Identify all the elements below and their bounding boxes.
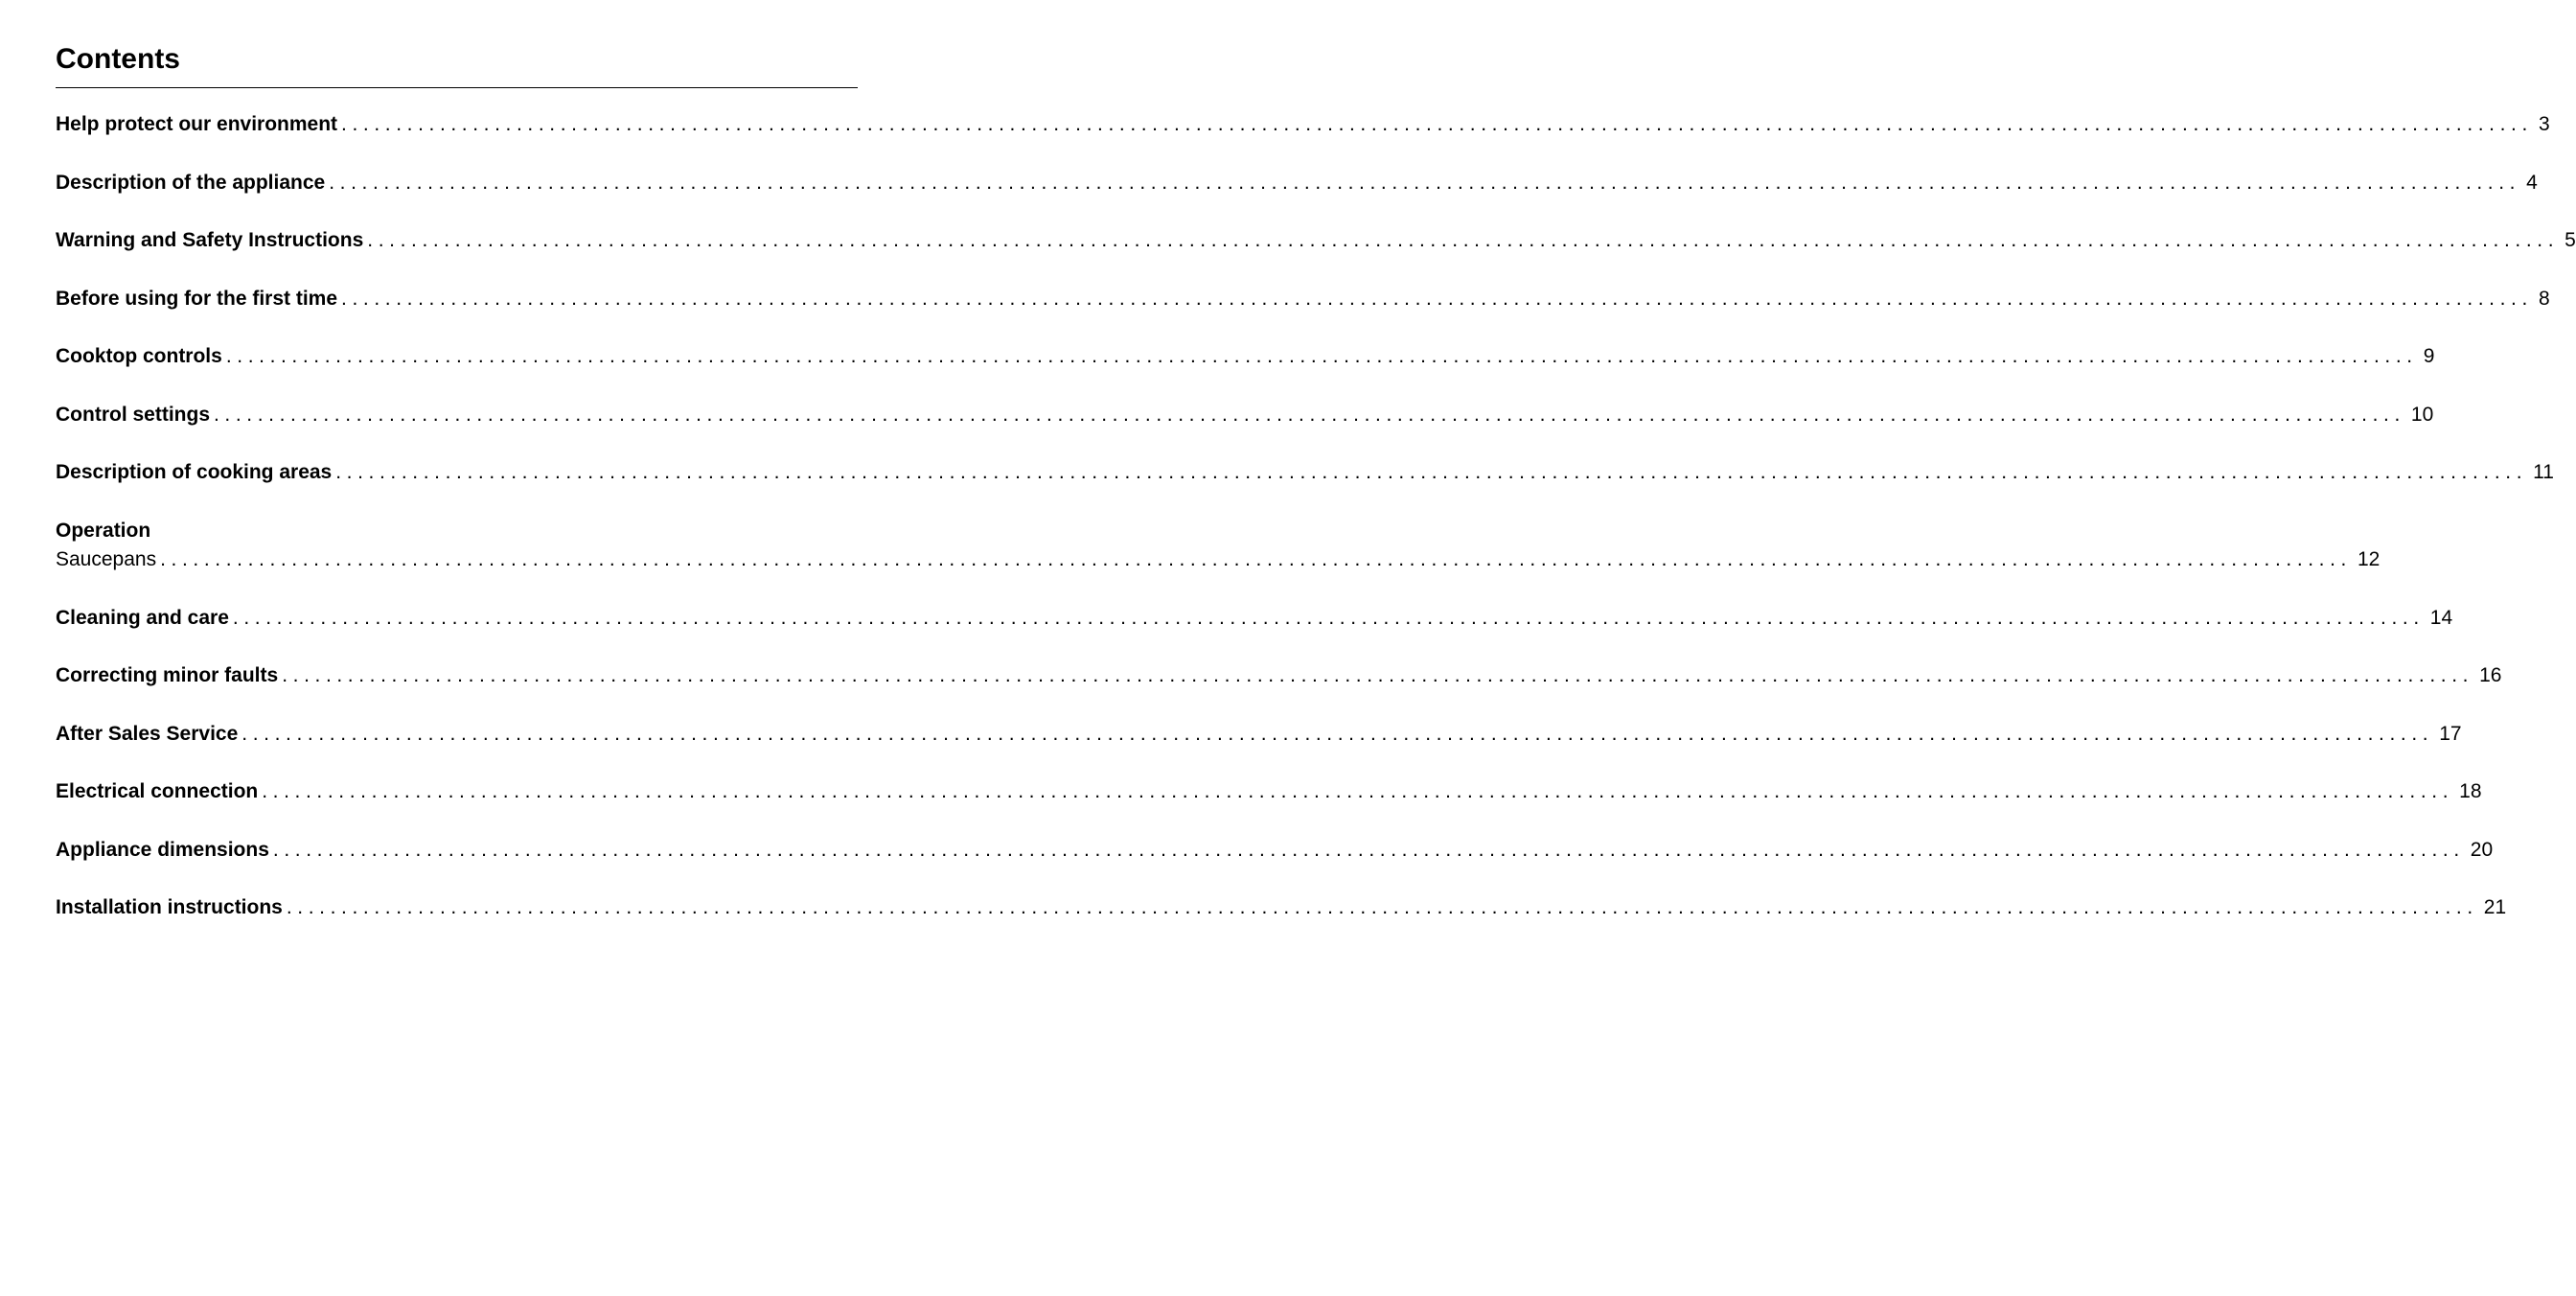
- toc-page-number: 11: [2533, 461, 2554, 483]
- dot-leader: ........................................................................................................................................................................................................: [341, 288, 2533, 310]
- toc-entry-installation-instructions[interactable]: [56, 895, 2507, 920]
- title-divider: [56, 87, 858, 88]
- toc-entry-label: Description of cooking areas: [56, 461, 333, 483]
- dot-leader: ........................................................................................................................................................................................................: [272, 839, 2465, 861]
- dot-leader: ........................................................................................................................................................................................................: [286, 896, 2478, 918]
- toc-entry-label: Electrical connection: [56, 780, 259, 802]
- toc-page-number: 14: [2429, 607, 2453, 629]
- toc-entry-minor-faults[interactable]: [56, 663, 2502, 688]
- toc-page-number: 17: [2439, 723, 2462, 745]
- toc-entry-appliance-dimensions[interactable]: [56, 838, 2494, 863]
- toc-entry-label: Cooktop controls: [56, 345, 222, 367]
- toc-page-number: 18: [2459, 780, 2482, 802]
- dot-leader: ........................................................................................................................................................................................................: [262, 780, 2454, 802]
- toc-entry-label: Warning and Safety Instructions: [56, 229, 364, 251]
- toc-page-number: 4: [2526, 172, 2538, 194]
- toc-page-number: 3: [2538, 113, 2550, 135]
- toc-entry-cooktop-controls[interactable]: [56, 344, 2435, 369]
- toc-page-number: 20: [2470, 839, 2494, 861]
- toc-entry-label: Description of the appliance: [56, 172, 326, 194]
- toc-entry-label: Saucepans: [56, 548, 157, 570]
- toc-entry-help-protect-environment[interactable]: [56, 112, 2550, 137]
- toc-entry-electrical-connection[interactable]: [56, 779, 2482, 804]
- toc-page-number: 9: [2423, 345, 2435, 367]
- toc-entry-label: Control settings: [56, 404, 210, 426]
- page-title: Contents: [56, 43, 180, 75]
- toc-entry-label: Correcting minor faults: [56, 664, 279, 686]
- toc-entry-label: Installation instructions: [56, 896, 283, 918]
- dot-leader: ........................................................................................................................................................................................................: [214, 404, 2405, 426]
- dot-leader: ........................................................................................................................................................................................................: [232, 607, 2425, 629]
- toc-entry-warning-safety[interactable]: [56, 228, 2576, 253]
- toc-entry-control-settings[interactable]: [56, 403, 2434, 428]
- toc-entry-before-first-use[interactable]: [56, 287, 2550, 312]
- toc-entry-label: Appliance dimensions: [56, 839, 269, 861]
- toc-page-number: 12: [2358, 548, 2380, 570]
- toc-entry-label: Before using for the first time: [56, 288, 338, 310]
- dot-leader: ........................................................................................................................................................................................................: [225, 345, 2418, 367]
- toc-page-number: 8: [2538, 288, 2550, 310]
- dot-leader: ........................................................................................................................................................................................................: [341, 113, 2533, 135]
- toc-entry-saucepans[interactable]: [56, 547, 2380, 572]
- toc-entry-cleaning-care[interactable]: [56, 606, 2453, 631]
- toc-entry-label: Help protect our environment: [56, 113, 338, 135]
- dot-leader: ........................................................................................................................................................................................................: [242, 723, 2434, 745]
- toc-page-number: 10: [2410, 404, 2434, 426]
- toc-entry-label: After Sales Service: [56, 723, 239, 745]
- dot-leader: ........................................................................................................................................................................................................: [335, 461, 2528, 483]
- toc-page-number: 21: [2483, 896, 2507, 918]
- dot-leader: ........................................................................................................................................................................................................: [367, 229, 2560, 251]
- toc-page-number: 16: [2479, 664, 2502, 686]
- toc-page-number: 5: [2564, 229, 2576, 251]
- dot-leader: ........................................................................................................................................................................................................: [160, 548, 2352, 570]
- toc-entry-after-sales-service[interactable]: [56, 722, 2462, 747]
- toc-section-heading-operation[interactable]: Operation: [56, 520, 151, 542]
- toc-entry-description-of-appliance[interactable]: [56, 171, 2538, 196]
- dot-leader: ........................................................................................................................................................................................................: [282, 664, 2474, 686]
- dot-leader: ........................................................................................................................................................................................................: [329, 172, 2521, 194]
- toc-entry-cooking-areas[interactable]: [56, 460, 2554, 485]
- toc-entry-label: Cleaning and care: [56, 607, 229, 629]
